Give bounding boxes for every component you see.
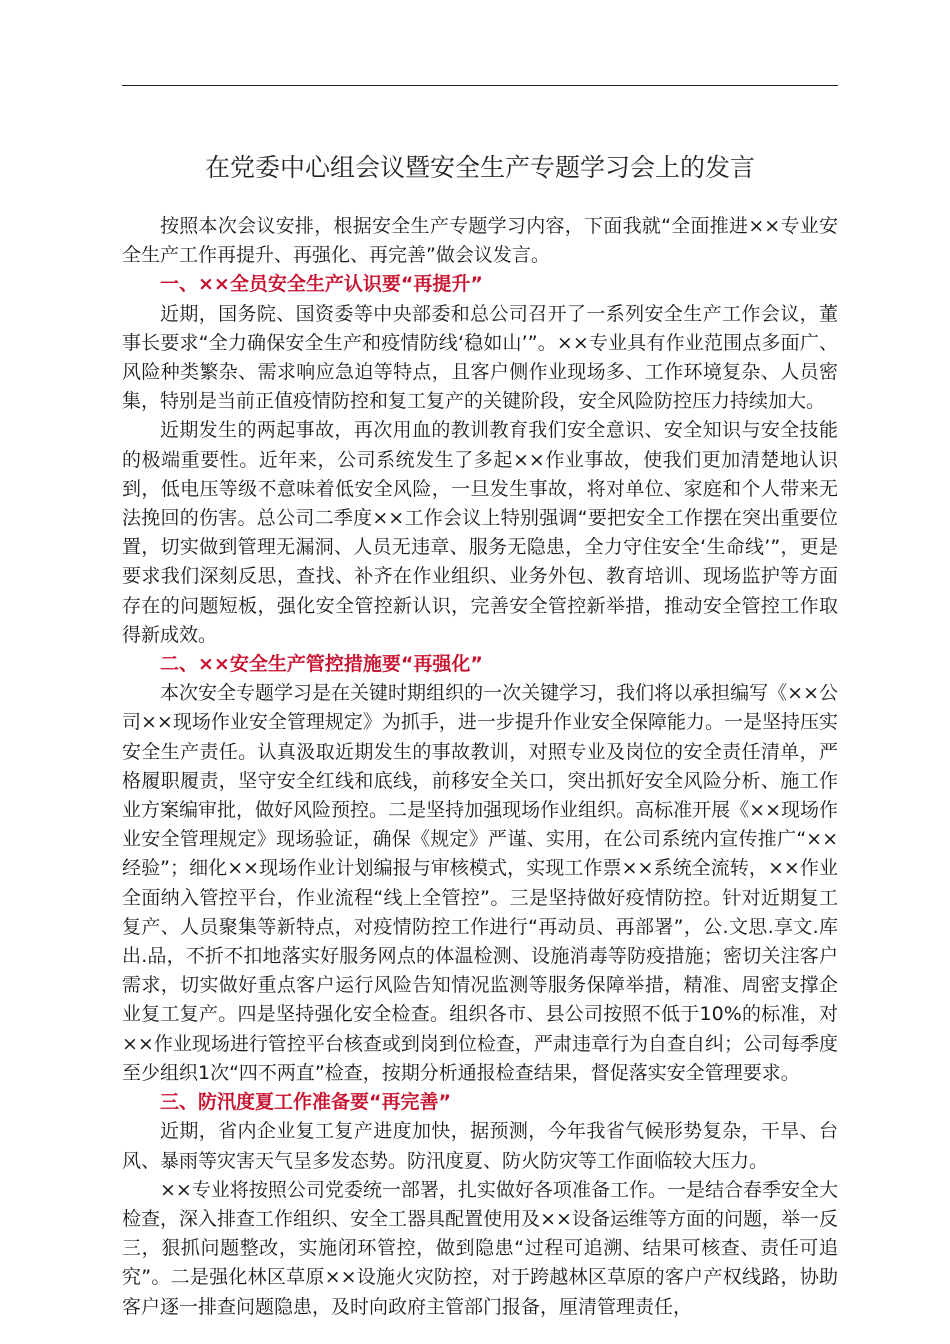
- section-1-paragraph-2: 近期发生的两起事故，再次用血的教训教育我们安全意识、安全知识与安全技能的极端重要性。近年来，公司系统发生了多起××作业事故，使我们更加清楚地认识到，低电压等级不意味着低安全风险，一旦发生事故，将对单位、家庭和个人带来无法挽回的伤害。总公司二季度××工作会议上特别强调“要把安全工作摆在突出重要位置，切实做到管理无漏洞、人员无违章、服务无隐患，全力守住安全‘生命线’”，更是要求我们深刻反思，查找、补齐在作业组织、业务外包、教育培训、现场监护等方面存在的问题短板，强化安全管控新认识，完善安全管控新举措，推动安全管控工作取得新成效。: [122, 419, 838, 646]
- section-2-paragraph-1: 本次安全专题学习是在关键时期组织的一次关键学习，我们将以承担编写《××公司××现场作业安全管理规定》为抓手，进一步提升作业安全保障能力。一是坚持压实安全生产责任。认真汲取近期发生的事故教训，对照专业及岗位的安全责任清单，严格履职履责，坚守安全红线和底线，前移安全关口，突出抓好安全风险分析、施工作业方案编审批，做好风险预控。二是坚持加强现场作业组织。高标准开展《××现场作业安全管理规定》现场验证，确保《规定》严谨、实用，在公司系统内宣传推广“××经验”；细化××现场作业计划编报与审核模式，实现工作票××系统全流转，××作业全面纳入管控平台，作业流程“线上全管控”。三是坚持做好疫情防控。针对近期复工复产、人员聚集等新特点，对疫情防控工作进行“再动员、再部署”，公.文思.享文.库出.品，不折不扣地落实好服务网点的体温检测、设施消毒等防疫措施；密切关注客户需求，切实做好重点客户运行风险告知情况监测等服务保障举措，精准、周密支撑企业复工复产。四是坚持强化安全检查。组织各市、县公司按照不低于10%的标准，对××作业现场进行管控平台核查或到岗到位检查，严肃违章行为自查自纠；公司每季度至少组织1次“四不两直”检查，按期分析通报检查结果，督促落实安全管理要求。: [122, 682, 838, 1084]
- section-3-heading: 三、防汛度夏工作准备要“再完善”: [160, 1091, 451, 1114]
- intro-paragraph: 按照本次会议安排，根据安全生产专题学习内容，下面我就“全面推进××专业安全生产工作再提升、再强化、再完善”做会议发言。: [122, 215, 838, 267]
- section-1-paragraph-1: 近期，国务院、国资委等中央部委和总公司召开了一系列安全生产工作会议，董事长要求“全力确保安全生产和疫情防线‘稳如山’”。××专业具有作业范围点多面广、风险种类繁杂、需求响应急迫等特点，且客户侧作业现场多、工作环境复杂、人员密集，特别是当前正值疫情防控和复工复产的关键阶段，安全风险防控压力持续加大。: [122, 302, 838, 413]
- section-1-heading: 一、××全员安全生产认识要“再提升”: [160, 273, 483, 296]
- section-3-paragraph-2: ××专业将按照公司党委统一部署，扎实做好各项准备工作。一是结合春季安全大检查，深入排查工作组织、安全工器具配置使用及××设备运维等方面的问题，举一反三，狠抓问题整改，实施闭环管控，做到隐患“过程可追溯、结果可核查、责任可追究”。二是强化林区草原××设施火灾防控，对于跨越林区草原的客户产权线路，协助客户逐一排查问题隐患，及时向政府主管部门报备，厘清管理责任，: [122, 1178, 838, 1318]
- document-body: [122, 212, 838, 1322]
- section-3-paragraph-1: 近期，省内企业复工复产进度加快，据预测，今年我省气候形势复杂，干旱、台风、暴雨等灾害天气呈多发态势。防汛度夏、防火防灾等工作面临较大压力。: [122, 1120, 838, 1172]
- section-2-heading: 二、××安全生产管控措施要“再强化”: [160, 653, 483, 676]
- document-title: 在党委中心组会议暨安全生产专题学习会上的发言: [204, 153, 755, 182]
- header-rule: [122, 85, 838, 86]
